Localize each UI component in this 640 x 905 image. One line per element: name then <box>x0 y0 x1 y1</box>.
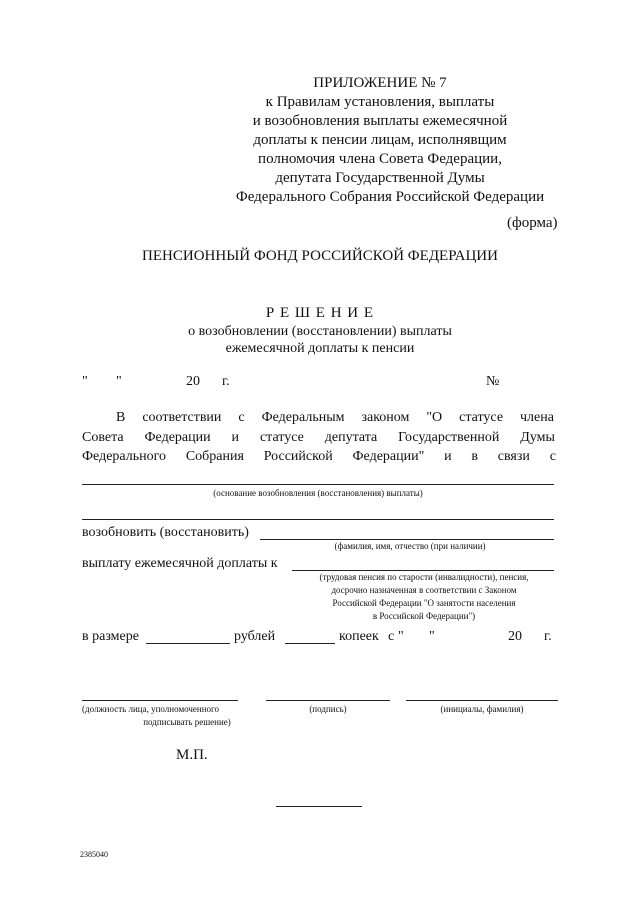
rubles-line <box>146 643 230 644</box>
stamp-label: М.П. <box>176 747 208 763</box>
body-line-3: Федерального Собрания Российской Федерации" и в связи с <box>82 449 556 464</box>
position-caption: подписывать решение) <box>143 717 231 727</box>
date-year: 20 <box>186 374 200 389</box>
kopecks-label: копеек <box>339 629 379 644</box>
resume-label: возобновить (восстановить) <box>82 525 249 540</box>
amount-quote-open: " <box>398 629 404 644</box>
doc-code: 2385040 <box>80 850 108 859</box>
position-line <box>82 700 238 701</box>
kopecks-line <box>285 643 335 644</box>
appendix-line: депутата Государственной Думы <box>275 170 485 186</box>
body-line-1: В соответствии с Федеральным законом "О статусе члена <box>116 410 554 425</box>
pension-caption: (трудовая пенсия по старости (инвалидности), пенсия, <box>319 572 529 582</box>
organization-title: ПЕНСИОННЫЙ ФОНД РОССИЙСКОЙ ФЕДЕРАЦИИ <box>142 248 498 264</box>
blank-line <box>82 519 554 520</box>
appendix-line: полномочия члена Совета Федерации, <box>258 151 502 167</box>
date-year-suffix: г. <box>222 374 230 389</box>
appendix-line: к Правилам установления, выплаты <box>265 94 495 110</box>
pension-caption: в Российской Федерации") <box>372 611 476 621</box>
from-label: с <box>388 629 395 644</box>
form-label: (форма) <box>507 215 558 231</box>
pension-caption: досрочно назначенная в соответствии с Законом <box>331 585 517 595</box>
decision-subtitle: о возобновлении (восстановлении) выплаты <box>188 324 452 339</box>
decision-subtitle: ежемесячной доплаты к пенсии <box>225 341 415 356</box>
basis-line <box>82 484 554 485</box>
body-line-2: Совета Федерации и статусе депутата Государственной Думы <box>82 430 555 445</box>
payment-label: выплату ежемесячной доплаты к <box>82 556 278 571</box>
initials-caption: (инициалы, фамилия) <box>440 704 524 714</box>
bottom-line <box>276 806 362 807</box>
amount-year-suffix: г. <box>544 629 552 644</box>
date-quote-open: " <box>82 374 88 389</box>
rubles-label: рублей <box>234 629 276 644</box>
number-sign: № <box>486 374 500 389</box>
basis-caption: (основание возобновления (восстановления) выплаты) <box>213 488 423 498</box>
decision-title: Р Е Ш Е Н И Е <box>265 305 375 321</box>
date-quote-close: " <box>116 374 122 389</box>
signature-line <box>266 700 390 701</box>
pension-line <box>292 570 554 571</box>
name-line <box>260 539 554 540</box>
appendix-line: доплаты к пенсии лицам, исполнявщим <box>253 132 507 148</box>
signature-caption: (подпись) <box>309 704 347 714</box>
amount-quote-close: " <box>429 629 435 644</box>
appendix-title: ПРИЛОЖЕНИЕ № 7 <box>313 75 447 91</box>
name-caption: (фамилия, имя, отчество (при наличии) <box>334 541 486 551</box>
appendix-line: и возобновления выплаты ежемесячной <box>252 113 508 129</box>
position-caption: (должность лица, уполномоченного <box>82 704 220 714</box>
amount-year: 20 <box>508 629 522 644</box>
amount-prefix: в размере <box>82 629 139 644</box>
pension-caption: Российской Федерации "О занятости населения <box>332 598 516 608</box>
appendix-line: Федерального Собрания Российской Федерации <box>235 189 545 205</box>
initials-line <box>406 700 558 701</box>
